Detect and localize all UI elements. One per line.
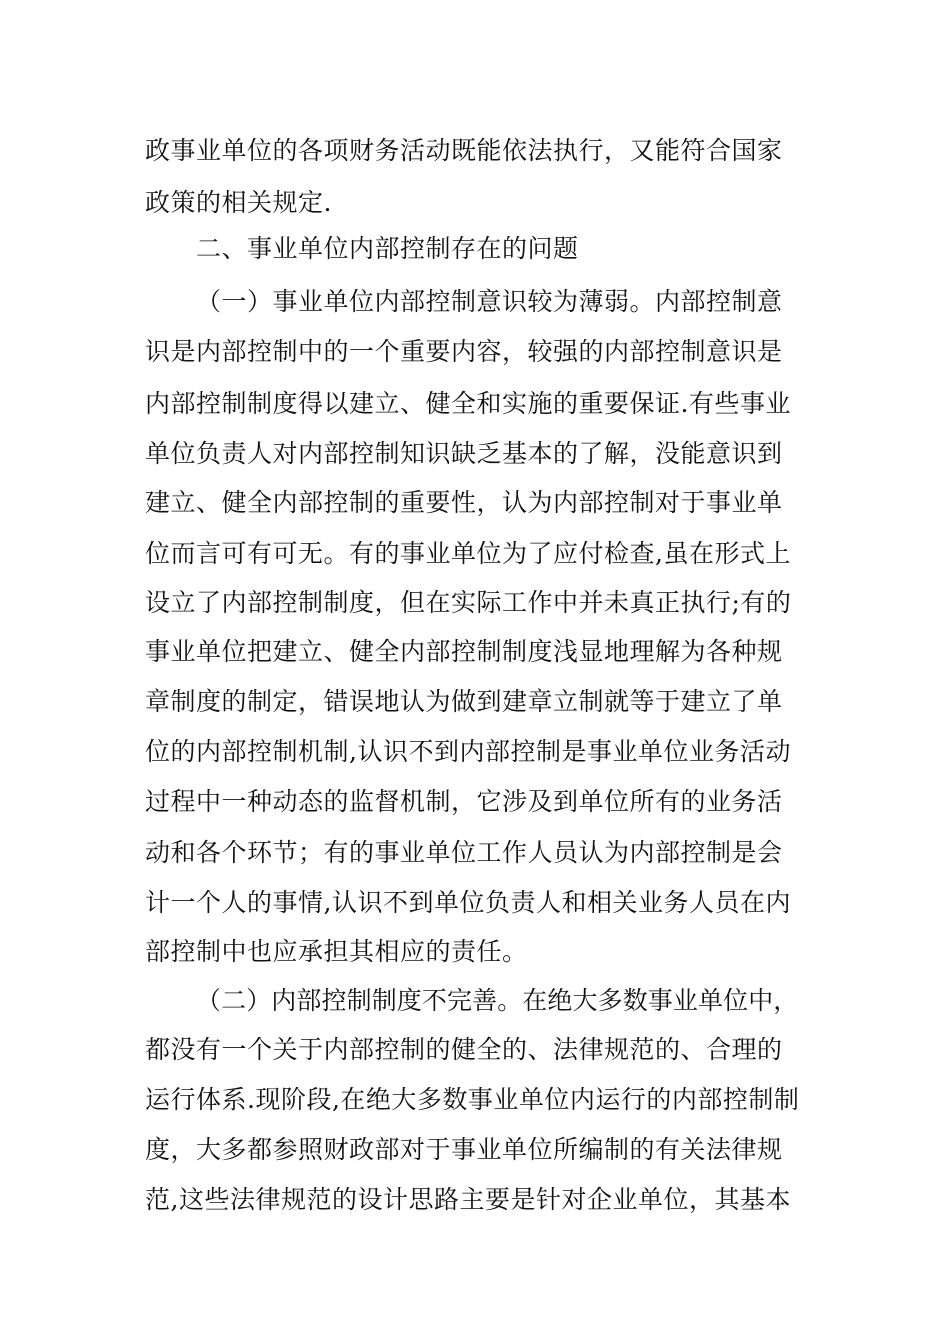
- paragraph-start: （二）内部控制制度不完善。在绝大多数事业单位中，: [196, 986, 799, 1015]
- text-line: 设立了内部控制制度，但在实际工作中并未真正执行;有的: [145, 588, 792, 617]
- text-line: 都没有一个关于内部控制的健全的、法律规范的、合理的: [145, 1035, 783, 1064]
- text-line: 政事业单位的各项财务活动既能依法执行，又能符合国家: [145, 136, 783, 165]
- text-line: 内部控制制度得以建立、健全和实施的重要保证.有些事业: [145, 389, 791, 418]
- text-line: 位的内部控制机制,认识不到内部控制是事业单位业务活动: [145, 737, 791, 766]
- text-line: 建立、健全内部控制的重要性，认为内部控制对于事业单: [145, 488, 783, 517]
- text-line: 计一个人的事情,认识不到单位负责人和相关业务人员在内: [145, 888, 791, 917]
- text-line: 位而言可有可无。有的事业单位为了应付检查,虽在形式上: [145, 539, 791, 568]
- text-line: 章制度的制定，错误地认为做到建章立制就等于建立了单: [145, 687, 783, 716]
- text-line: 事业单位把建立、健全内部控制制度浅显地理解为各种规: [145, 637, 783, 666]
- text-line: 度，大多都参照财政部对于事业单位所编制的有关法律规: [145, 1135, 783, 1164]
- text-line: 范,这些法律规范的设计思路主要是针对企业单位，其基本: [145, 1185, 791, 1214]
- text-line: 过程中一种动态的监督机制，它涉及到单位所有的业务活: [145, 787, 783, 816]
- text-line: 运行体系.现阶段,在绝大多数事业单位内运行的内部控制制: [145, 1085, 800, 1114]
- section-heading: 二、事业单位内部控制存在的问题: [196, 234, 579, 263]
- text-line: 单位负责人对内部控制知识缺乏基本的了解，没能意识到: [145, 439, 783, 468]
- text-line: 政策的相关规定.: [145, 188, 332, 217]
- text-line: 部控制中也应承担其相应的责任。: [145, 937, 528, 966]
- text-line: 识是内部控制中的一个重要内容，较强的内部控制意识是: [145, 337, 783, 366]
- text-line: 动和各个环节；有的事业单位工作人员认为内部控制是会: [145, 838, 783, 867]
- paragraph-start: （一）事业单位内部控制意识较为薄弱。内部控制意: [196, 287, 783, 316]
